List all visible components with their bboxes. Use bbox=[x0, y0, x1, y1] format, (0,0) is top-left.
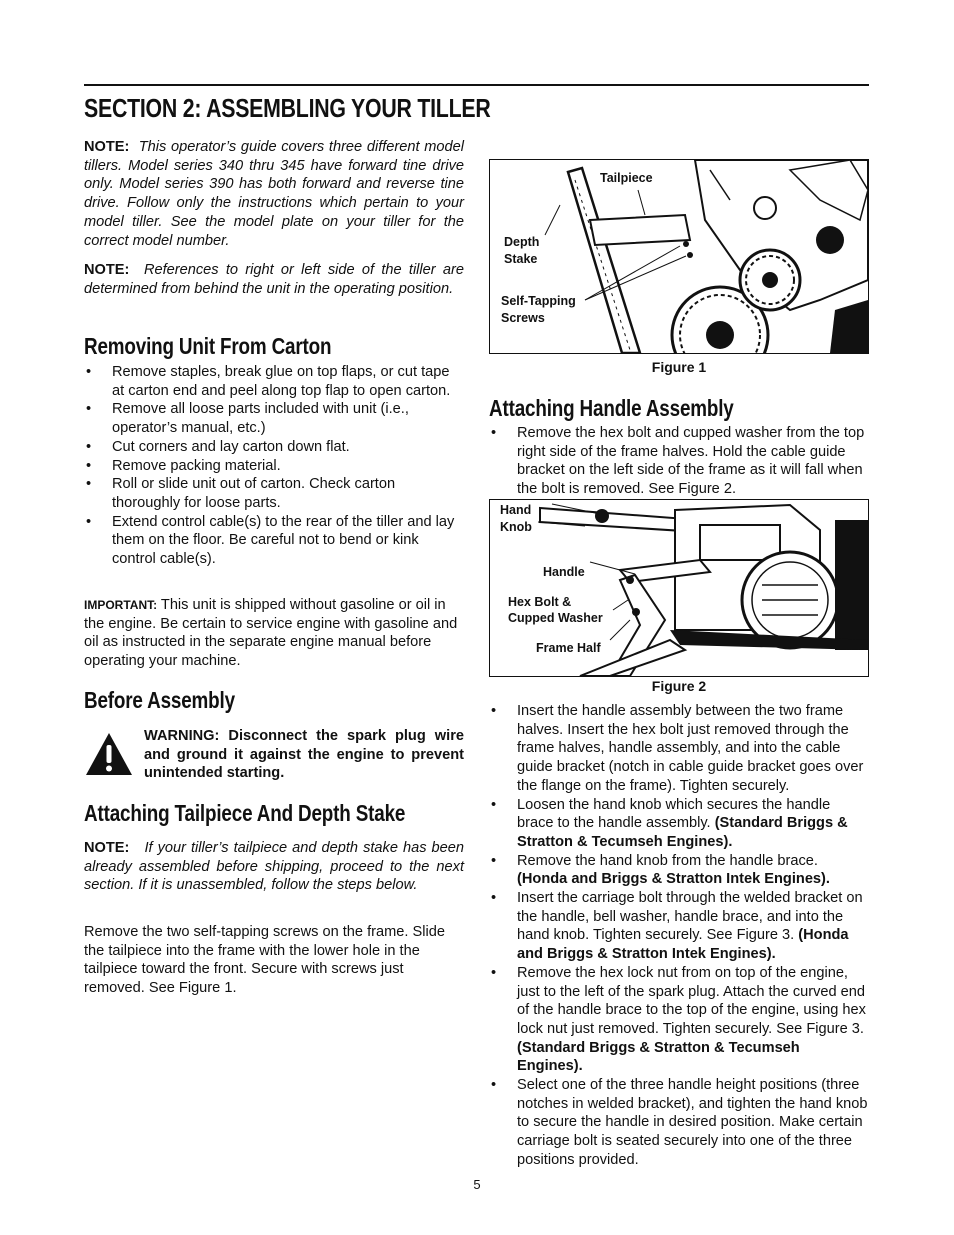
handle-first-step bbox=[489, 424, 869, 499]
list-item: • Remove the hand knob from the handle brace. (Honda and Briggs & Stratton Intek Engines). bbox=[489, 852, 869, 889]
label-handle: Handle bbox=[543, 565, 585, 579]
list-item: • Insert the handle assembly between the two frame halves. Insert the hex bolt just removed through the frame halves, handle assembly, and into the cable guide bracket (notch in cable guide bracket goes over the flange on the frame). Tighten securely. bbox=[489, 702, 869, 796]
tailpiece-body: Remove the two self-tapping screws on the frame. Slide the tailpiece into the frame with the lower hole in the tailpiece toward the front. Secure with screws just removed. See Figure 1. bbox=[84, 924, 445, 997]
list-item: • Extend control cable(s) to the rear of the tiller and lay them on the floor. Be careful not to bend or kink control cable(s). bbox=[84, 513, 464, 569]
label-depth: Depth bbox=[504, 235, 540, 249]
handle-steps bbox=[489, 702, 869, 1170]
label-hex-bolt: Hex Bolt & bbox=[508, 595, 572, 609]
warning-triangle-icon bbox=[84, 731, 134, 777]
list-item: • Select one of the three handle height positions (three notches in welded bracket), and tighten the hand knob to secure the handle in desired position. Make certain carriage bolt is seated securely into one of the three positions provided. bbox=[489, 1076, 869, 1170]
figure-1 bbox=[489, 159, 869, 354]
label-self-tapping: Self-Tapping bbox=[501, 294, 576, 308]
section-title: SECTION 2: ASSEMBLING YOUR TILLER bbox=[84, 93, 491, 123]
label-cupped-washer: Cupped Washer bbox=[508, 611, 603, 625]
list-item: • Cut corners and lay carton down flat. bbox=[84, 438, 464, 457]
list-item: • Insert the carriage bolt through the welded bracket on the handle, bell washer, handle brace, and into the hand knob. Tighten securely. See Figure 3. (Honda and Briggs & Stratton Intek Engines). bbox=[489, 889, 869, 964]
heading-before: Before Assembly bbox=[84, 687, 235, 713]
label-screws: Screws bbox=[501, 311, 545, 325]
label-hand: Hand bbox=[500, 503, 532, 517]
label-tailpiece: Tailpiece bbox=[600, 171, 653, 185]
list-item: • Loosen the hand knob which secures the handle brace to the handle assembly. (Standard Briggs & Stratton & Tecumseh Engines). bbox=[489, 796, 869, 852]
tailpiece-note: NOTE: If your tiller’s tailpiece and depth stake has been already assembled before shipping, proceed to the next section. If it is unassembled, follow the steps below. bbox=[84, 840, 464, 894]
list-item: • Remove staples, break glue on top flaps, or cut tape at carton end and peel along top flap to open carton. bbox=[84, 363, 464, 400]
important-note: IMPORTANT: This unit is shipped without gasoline or oil in the engine. Be certain to service engine with gasoline and oil as instructed in the separate engine manual before operating your machine. bbox=[84, 597, 458, 670]
header-rule bbox=[84, 84, 869, 86]
heading-removing: Removing Unit From Carton bbox=[84, 333, 332, 359]
removing-list bbox=[84, 363, 464, 569]
list-item: • Remove the hex bolt and cupped washer from the top right side of the frame halves. Hold the cable guide bracket on the left side of the frame as it will fall when the bolt is removed. See Figure 2. bbox=[489, 424, 869, 499]
list-item: • Remove all loose parts included with unit (i.e., operator’s manual, etc.) bbox=[84, 400, 464, 437]
page-number: 5 bbox=[473, 1177, 481, 1192]
label-knob: Knob bbox=[500, 520, 532, 534]
note-model-tillers: NOTE: This operator’s guide covers three different model tillers. Model series 340 thru 345 have forward tine drive only. Model series 390 has both forward and reverse tine drive. Follow only the instructions which pertain to your model tiller. See the model plate on your tiller for the correct model number. bbox=[84, 139, 464, 249]
heading-tailpiece: Attaching Tailpiece And Depth Stake bbox=[84, 800, 406, 826]
warning-block bbox=[84, 727, 464, 783]
list-item: • Remove the hex lock nut from on top of the engine, just to the left of the spark plug. Attach the curved end of the handle brace to the top of the engine, using hex lock nut just removed. Tighten securely. See Figure 3. (Standard Briggs & Stratton & Tecumseh Engines). bbox=[489, 964, 869, 1076]
figure-1-caption: Figure 1 bbox=[651, 359, 707, 375]
figure-2 bbox=[489, 499, 869, 677]
label-frame-half: Frame Half bbox=[536, 641, 601, 655]
label-stake: Stake bbox=[504, 252, 538, 266]
note-right-left: NOTE: References to right or left side of the tiller are determined from behind the unit in the operating position. bbox=[84, 262, 464, 297]
list-item: • Roll or slide unit out of carton. Check carton thoroughly for loose parts. bbox=[84, 475, 464, 512]
tiller-tailpiece-illustration bbox=[490, 160, 868, 353]
warning-text: WARNING: Disconnect the spark plug wire and ground it against the engine to prevent unintended starting. bbox=[144, 728, 464, 782]
heading-handle: Attaching Handle Assembly bbox=[489, 395, 734, 421]
list-item: • Remove packing material. bbox=[84, 457, 464, 476]
figure-2-caption: Figure 2 bbox=[651, 678, 707, 694]
